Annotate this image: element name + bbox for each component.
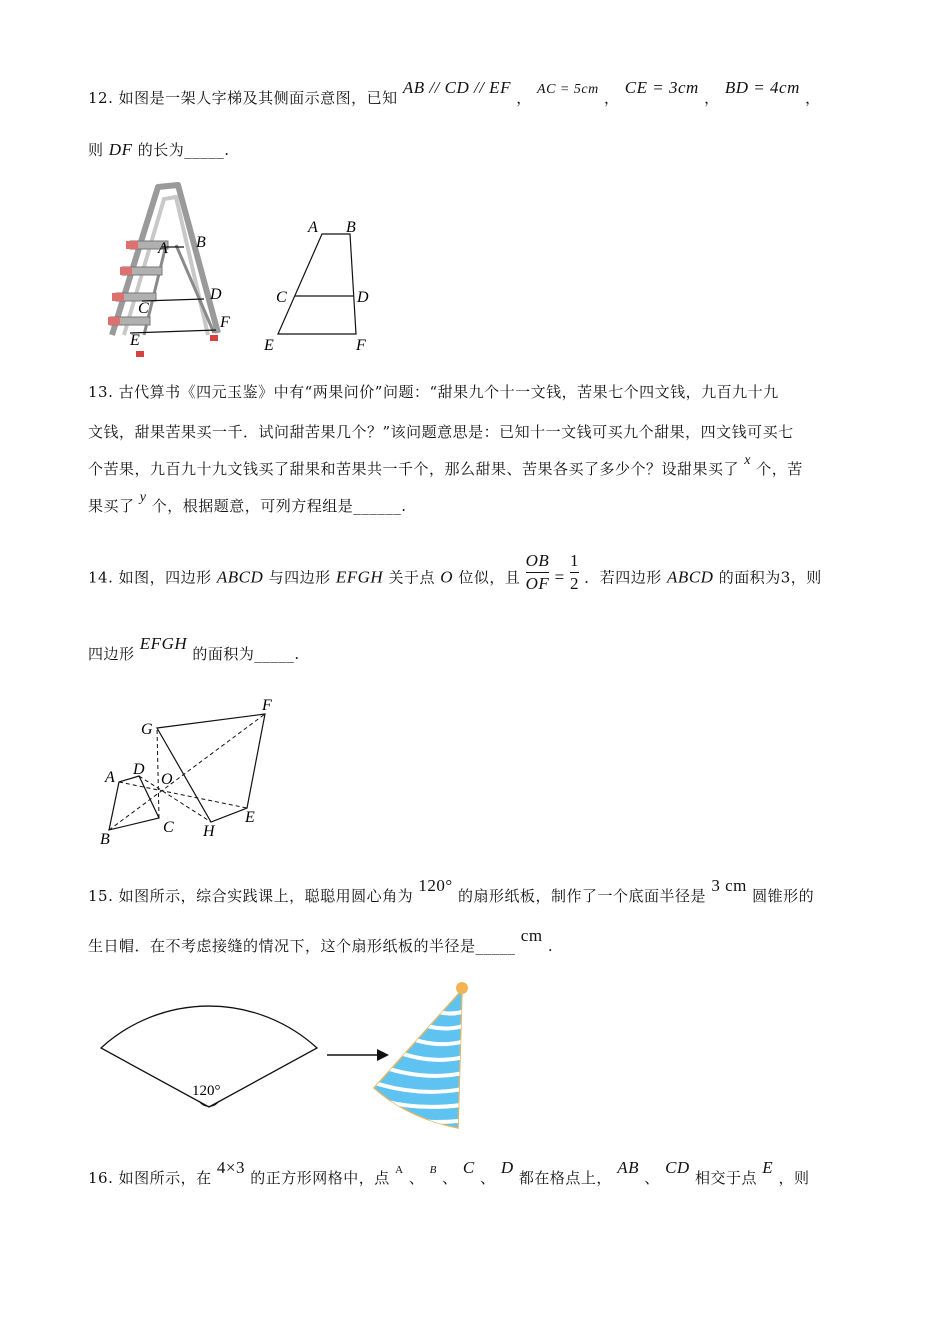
q16-point-d: D bbox=[500, 1158, 514, 1177]
q14-shape2: EFGH bbox=[335, 567, 384, 587]
ladder-label-b: B bbox=[196, 234, 206, 251]
q15-line2: 生日帽．在不考虑接缝的情况下，这个扇形纸板的半径是_____ cm . bbox=[88, 926, 554, 955]
q16-point-c: C bbox=[462, 1158, 475, 1177]
q15-radius: 3 cm bbox=[711, 876, 747, 895]
homo-label-e: E bbox=[245, 809, 255, 826]
q14-fraction-ratio: $\frac{OB}{OF}$ bbox=[525, 551, 550, 593]
q16-seg-ab: AB bbox=[617, 1158, 639, 1177]
q14-shape1: ABCD bbox=[216, 567, 264, 587]
q16-line1: 16. 如图所示，在 4×3 的正方形网格中，点 $^A$ 、 $^B$ 、 C 、 D 都在格点上， AB 、 CD 相交于点 E ，则 bbox=[88, 1158, 810, 1187]
q12-cond2: AC = 5cm bbox=[537, 82, 599, 97]
q13-var-x: x bbox=[744, 453, 752, 468]
homo-label-g: G bbox=[141, 721, 153, 738]
q13-var-y: y bbox=[139, 490, 147, 505]
ladder-label-d: D bbox=[210, 286, 222, 303]
q16-point-b: B bbox=[429, 1164, 437, 1176]
q14-line1: 14. 如图，四边形 ABCD 与四边形 EFGH 关于点 O 位似，且 $\frac{OB}{OF}$ = $\frac{1}{2}$ ．若四边形 ABCD 的面积为3，则 bbox=[88, 551, 822, 593]
q14-line2: 四边形 EFGH 的面积为_____. bbox=[88, 634, 300, 663]
q16-grid-size: 4×3 bbox=[216, 1158, 245, 1177]
q13-line1: 13. 古代算书《四元玉鉴》中有“两果问价”问题：“甜果九个十一文钱，苦果七个四文钱，九百九十九 bbox=[88, 383, 779, 401]
trap-label-d: D bbox=[357, 289, 369, 306]
homothety-diagram bbox=[95, 690, 295, 850]
homo-label-h: H bbox=[203, 823, 215, 840]
trap-label-e: E bbox=[264, 337, 274, 354]
ladder-image bbox=[100, 175, 250, 360]
homo-label-d: D bbox=[133, 761, 145, 778]
homo-label-f: F bbox=[262, 697, 272, 714]
ladder-label-f: F bbox=[220, 314, 230, 331]
sector-figure bbox=[95, 980, 325, 1115]
q14-fraction-half: $\frac{1}{2}$ bbox=[569, 551, 579, 593]
homo-label-a: A bbox=[105, 769, 115, 786]
trap-label-c: C bbox=[276, 289, 287, 306]
homo-label-b: B bbox=[100, 831, 110, 848]
q12-var-df: DF bbox=[108, 140, 133, 159]
q12-line2: 则 DF 的长为_____. bbox=[88, 140, 230, 159]
ladder-label-a: A bbox=[158, 240, 168, 257]
homo-label-c: C bbox=[163, 819, 174, 836]
homo-label-o: O bbox=[161, 771, 173, 788]
q12-line1: 12. 如图是一架人字梯及其侧面示意图，已知 AB // CD // EF ， AC = 5cm ， CE = 3cm ， BD = 4cm ， bbox=[88, 78, 821, 107]
q13-line3: 个苦果，九百九十九文钱买了甜果和苦果共一千个，那么甜果、苦果各买了多少个？设甜果买了 x 个，苦 bbox=[88, 453, 803, 478]
trap-label-b: B bbox=[346, 219, 356, 236]
q15-unit: cm bbox=[520, 926, 543, 945]
q15-angle: 120° bbox=[418, 876, 453, 895]
ladder-label-c: C bbox=[138, 300, 149, 317]
party-hat-image bbox=[368, 978, 478, 1133]
q12-cond4: BD = 4cm bbox=[724, 78, 800, 97]
q16-point-a: A bbox=[395, 1164, 404, 1176]
q12-prefix: 12. 如图是一架人字梯及其侧面示意图，已知 bbox=[88, 89, 398, 107]
q15-line1: 15. 如图所示，综合实践课上，聪聪用圆心角为 120° 的扇形纸板，制作了一个底面半径是 3 cm 圆锥形的 bbox=[88, 876, 815, 905]
trap-label-a: A bbox=[308, 219, 318, 236]
ladder-label-e: E bbox=[130, 332, 140, 349]
q12-cond3: CE = 3cm bbox=[624, 78, 699, 97]
sector-angle-label: 120° bbox=[192, 1083, 221, 1099]
q14-point-o: O bbox=[440, 567, 454, 587]
q16-point-e: E bbox=[762, 1158, 774, 1177]
q12-cond1: AB // CD // EF bbox=[402, 78, 511, 97]
pompom-icon bbox=[456, 982, 468, 994]
trap-label-f: F bbox=[356, 337, 366, 354]
q13-line4: 果买了 y 个，根据题意，可列方程组是______. bbox=[88, 490, 407, 515]
q13-line2: 文钱，甜果苦果买一千．试问甜苦果几个？”该问题意思是：已知十一文钱可买九个甜果，四文钱可买七 bbox=[88, 423, 794, 441]
q16-seg-cd: CD bbox=[665, 1158, 690, 1177]
trapezoid-diagram bbox=[262, 212, 382, 362]
